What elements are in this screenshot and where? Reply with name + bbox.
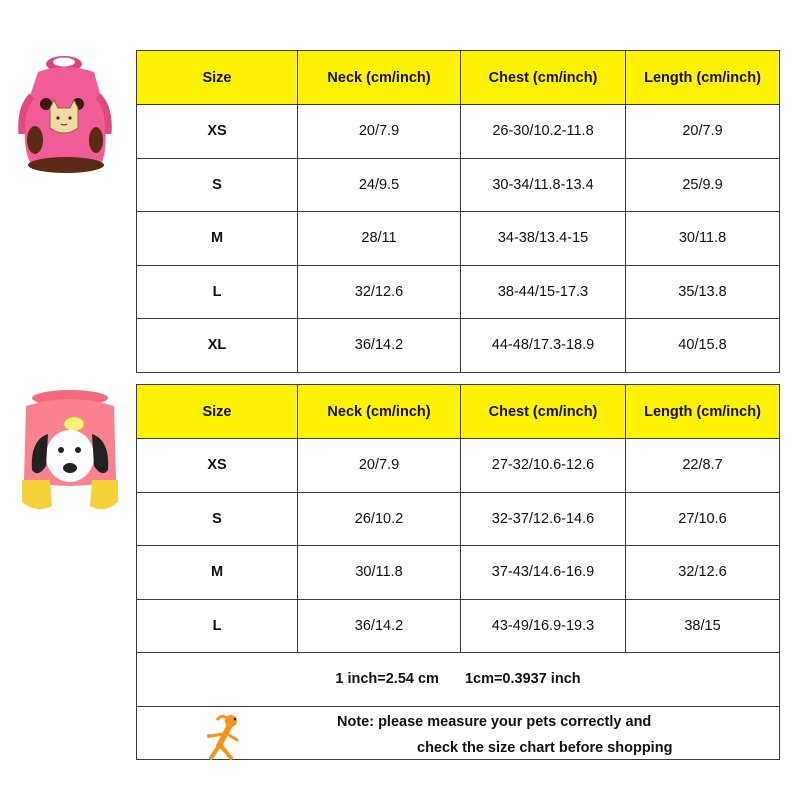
chest-cell: 37-43/14.6-16.9 <box>461 546 626 600</box>
size-cell: XS <box>137 439 298 493</box>
table-row <box>137 212 780 266</box>
header-chest: Chest (cm/inch) <box>461 385 626 439</box>
header-length: Length (cm/inch) <box>626 385 780 439</box>
product-image-pink-cat-sweater <box>8 48 118 183</box>
size-cell: M <box>137 212 298 266</box>
table-row <box>137 105 780 159</box>
header-neck: Neck (cm/inch) <box>298 51 461 105</box>
length-cell: 22/8.7 <box>626 439 780 493</box>
neck-cell: 32/12.6 <box>298 265 461 319</box>
neck-cell: 36/14.2 <box>298 319 461 373</box>
neck-cell: 36/14.2 <box>298 599 461 653</box>
size-cell: S <box>137 492 298 546</box>
neck-cell: 24/9.5 <box>298 158 461 212</box>
header-length: Length (cm/inch) <box>626 51 780 105</box>
note-row <box>137 706 780 760</box>
neck-cell: 30/11.8 <box>298 546 461 600</box>
chest-cell: 34-38/13.4-15 <box>461 212 626 266</box>
size-cell: XL <box>137 319 298 373</box>
chest-cell: 30-34/11.8-13.4 <box>461 158 626 212</box>
chest-cell: 27-32/10.6-12.6 <box>461 439 626 493</box>
table-row <box>137 265 780 319</box>
length-cell: 38/15 <box>626 599 780 653</box>
neck-cell: 20/7.9 <box>298 439 461 493</box>
conversion-row <box>137 653 780 707</box>
table-header-row <box>137 51 780 105</box>
chest-cell: 38-44/15-17.3 <box>461 265 626 319</box>
length-cell: 40/15.8 <box>626 319 780 373</box>
size-chart-table-2 <box>136 384 780 760</box>
chest-cell: 32-37/12.6-14.6 <box>461 492 626 546</box>
cm-to-inch: 1cm=0.3937 inch <box>464 671 581 688</box>
chest-cell: 44-48/17.3-18.9 <box>461 319 626 373</box>
note-line-1: Note: please measure your pets correctly and <box>337 713 652 730</box>
chest-cell: 26-30/10.2-11.8 <box>461 105 626 159</box>
table-row <box>137 439 780 493</box>
unit-conversion <box>137 653 780 707</box>
chest-cell: 43-49/16.9-19.3 <box>461 599 626 653</box>
table-row <box>137 319 780 373</box>
size-chart-table-1 <box>136 50 780 373</box>
header-size: Size <box>137 51 298 105</box>
length-cell: 25/9.9 <box>626 158 780 212</box>
dog-sweater-icon <box>12 384 127 519</box>
neck-cell: 26/10.2 <box>298 492 461 546</box>
size-cell: XS <box>137 105 298 159</box>
size-cell: L <box>137 265 298 319</box>
length-cell: 35/13.8 <box>626 265 780 319</box>
table-row <box>137 158 780 212</box>
note-line-2: check the size chart before shopping <box>417 739 673 756</box>
header-chest: Chest (cm/inch) <box>461 51 626 105</box>
neck-cell: 20/7.9 <box>298 105 461 159</box>
measurement-note <box>137 706 780 760</box>
header-size: Size <box>137 385 298 439</box>
dog-logo-icon <box>201 712 245 768</box>
product-image-pink-dog-sweater <box>12 384 127 524</box>
length-cell: 27/10.6 <box>626 492 780 546</box>
length-cell: 20/7.9 <box>626 105 780 159</box>
header-neck: Neck (cm/inch) <box>298 385 461 439</box>
table-row <box>137 599 780 653</box>
inch-to-cm: 1 inch=2.54 cm <box>335 671 439 688</box>
cat-sweater-icon <box>8 48 118 178</box>
table-header-row <box>137 385 780 439</box>
size-cell: S <box>137 158 298 212</box>
length-cell: 30/11.8 <box>626 212 780 266</box>
size-cell: L <box>137 599 298 653</box>
table-row <box>137 492 780 546</box>
neck-cell: 28/11 <box>298 212 461 266</box>
length-cell: 32/12.6 <box>626 546 780 600</box>
size-cell: M <box>137 546 298 600</box>
table-row <box>137 546 780 600</box>
